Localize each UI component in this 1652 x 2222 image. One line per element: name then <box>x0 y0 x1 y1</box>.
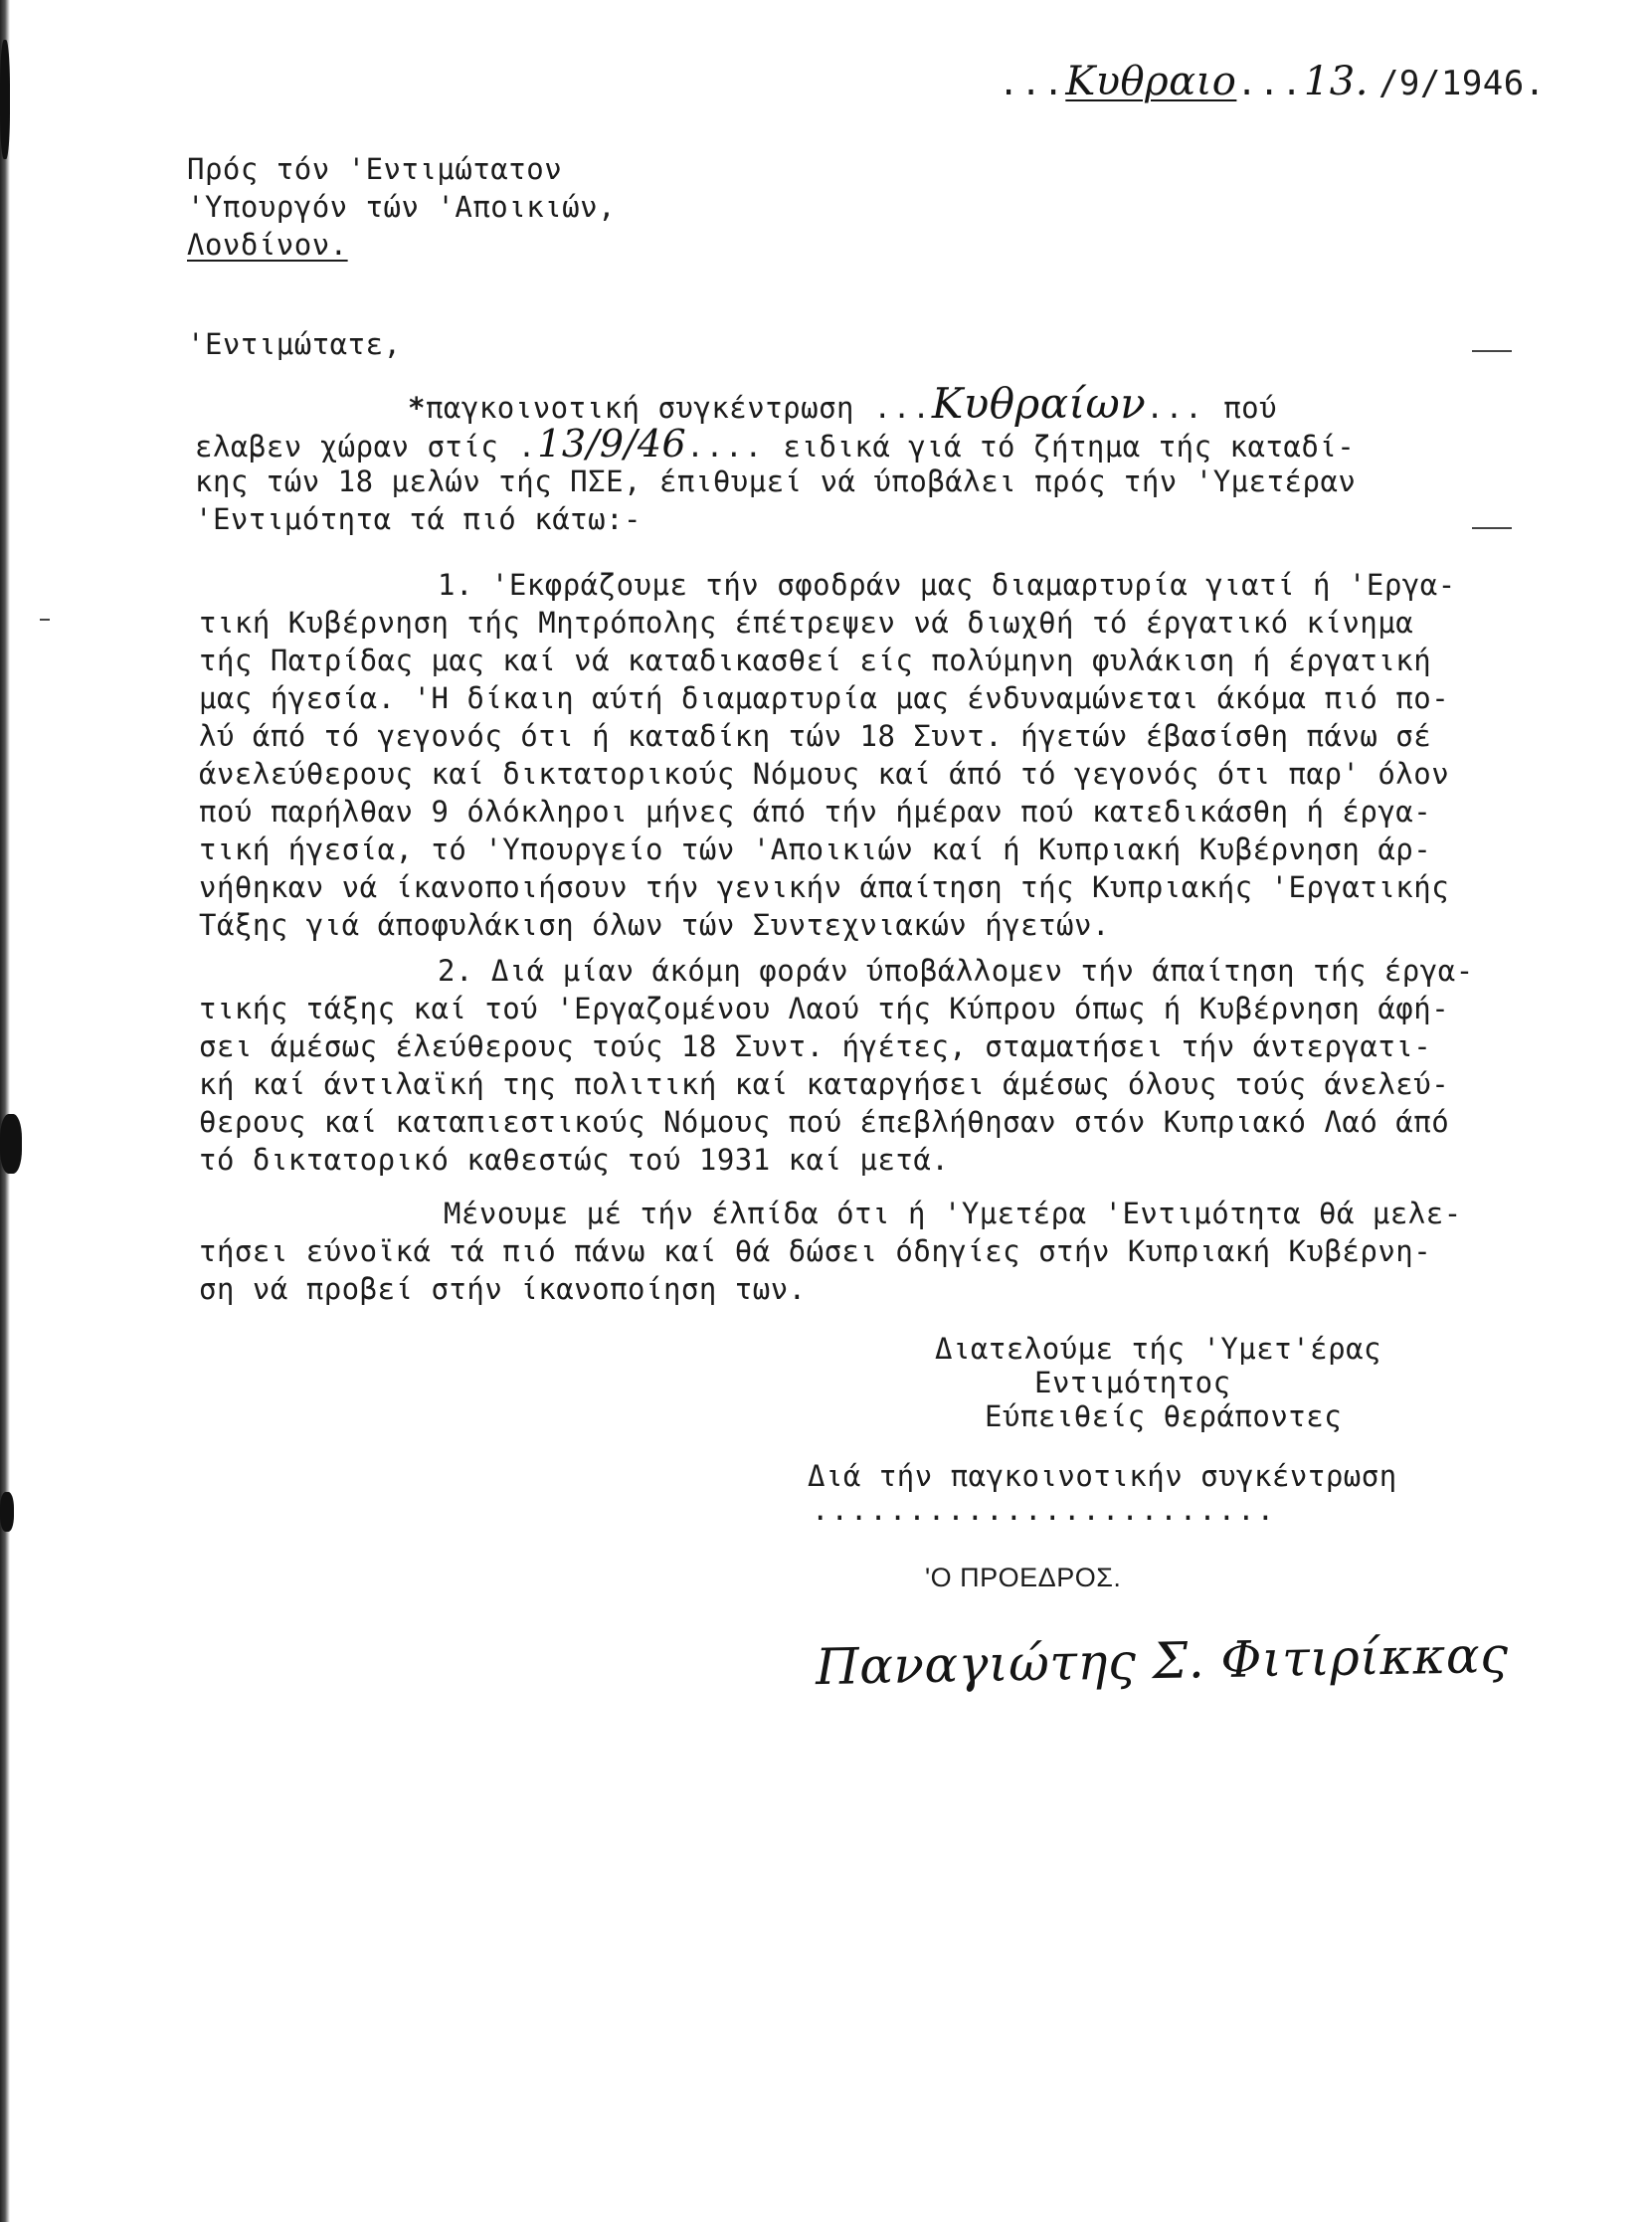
margin-mark <box>1472 350 1512 352</box>
closing-dots: ........................ <box>812 1493 1277 1527</box>
recipient-line-1: Πρός τόν 'Εντιμώτατον <box>187 152 563 186</box>
scan-blot <box>0 1492 14 1532</box>
date-place: Κυθραιο <box>1065 59 1237 104</box>
date-day: 13. <box>1303 59 1369 104</box>
para2-line: θερους καί καταπιεστικούς Νόμους πού έπεβλήθησαν στόν Κυπριακό Λαό άπό <box>199 1105 1450 1139</box>
closing-line-1: Διατελούμε τής 'Υμετ'έρας <box>935 1332 1381 1366</box>
para2-line: τικής τάξης καί τού 'Εργαζομένου Λαού τής Κύπρου όπως ή Κυβέρνηση άφή- <box>199 992 1450 1025</box>
closing-line-2: Εντιμότητος <box>1034 1366 1231 1399</box>
margin-mark <box>1472 527 1512 529</box>
para3-line: ση νά προβεί στήν ίκανοποίηση των. <box>199 1272 807 1306</box>
intro-handwritten-date: 13/9/46 <box>537 422 687 465</box>
para1-line: 1. 'Εκφράζουμε τήν σφοδράν μας διαμαρτυρία γιατί ή 'Εργα- <box>438 568 1456 602</box>
closing-organisation: Διά τήν παγκοινοτικήν συγκέντρωση <box>808 1459 1397 1493</box>
intro-line-2: ελαβεν χώραν στίς .13/9/46.... ειδικά γιά τό ζήτημα τής καταδί- <box>195 422 1356 465</box>
para2-line: σει άμέσως έλεύθερους τούς 18 Συντ. ήγέτες, σταματήσει τήν άντεργατι- <box>199 1029 1432 1063</box>
recipient-line-2: 'Υπουργόν τών 'Αποικιών, <box>187 190 617 224</box>
para1-line: πού παρήλθαν 9 όλόκληροι μήνες άπό τήν ήμέραν πού κατεδικάσθη ή έργα- <box>199 795 1432 829</box>
recipient-city: Λονδίνον. <box>187 228 348 262</box>
para1-line: άνελεύθερους καί δικτατορικούς Νόμους καί άπό τό γεγονός ότι παρ' όλον <box>199 757 1450 791</box>
intro-text-2b: ειδικά γιά τό ζήτημα τής καταδί- <box>783 430 1356 463</box>
para3-line: Μένουμε μέ τήν έλπίδα ότι ή 'Υμετέρα 'Εντιμότητα θά μελε- <box>444 1197 1462 1230</box>
intro-line-4: 'Εντιμότητα τά πιό κάτω:- <box>195 502 642 536</box>
signature: Παναγιώτης Σ. Φιτιρίκκας <box>815 1625 1510 1697</box>
intro-text-1a: παγκοινοτική συγκέντρωση <box>425 391 854 425</box>
para2-line: τό δικτατορικό καθεστώς τού 1931 καί μετά. <box>199 1143 950 1177</box>
scan-edge <box>0 0 10 2222</box>
president-title: 'Ο ΠΡΟΕΔΡΟΣ. <box>925 1563 1122 1592</box>
para3-line: τήσει εύνοϊκά τά πιό πάνω καί θά δώσει όδηγίες στήν Κυπριακή Κυβέρνη- <box>199 1234 1432 1268</box>
para1-line: τική Κυβέρνηση τής Μητρόπολης έπέτρεψεν νά διωχθή τό έργατικό κίνημα <box>199 606 1414 640</box>
margin-mark <box>40 619 50 621</box>
intro-handwritten-place: Κυθραίων <box>931 379 1147 428</box>
para1-line: τής Πατρίδας μας καί νά καταδικασθεί είς πολύμηνη φυλάκιση ή έργατική <box>199 644 1432 677</box>
intro-text-2a: ελαβεν χώραν στίς <box>195 430 499 463</box>
para1-line: λύ άπό τό γεγονός ότι ή καταδίκη τών 18 Συντ. ήγετών έβασίσθη πάνω σέ <box>199 719 1432 753</box>
intro-text-1b: πού <box>1223 391 1278 425</box>
para1-line: μας ήγεσία. 'Η δίκαιη αύτή διαμαρτυρία μας ένδυναμώνεται άκόμα πιό πο- <box>199 681 1450 715</box>
scan-blot <box>0 1114 22 1174</box>
para1-line: νήθηκαν νά ίκανοποιήσουν τήν γενικήν άπαίτηση τής Κυπριακής 'Εργατικής <box>199 870 1450 904</box>
intro-line-1: *παγκοινοτική συγκέντρωση ...Κυθραίων... πού <box>408 379 1278 428</box>
para2-line: κή καί άντιλαϊκή της πολιτική καί καταργήσει άμέσως όλους τούς άνελεύ- <box>199 1067 1450 1101</box>
closing-line-3: Εύπειθείς θεράποντες <box>985 1399 1343 1433</box>
salutation: 'Εντιμώτατε, <box>187 327 402 361</box>
para1-line: τική ήγεσία, τό 'Υπουργείο τών 'Αποικιών καί ή Κυπριακή Κυβέρνηση άρ- <box>199 833 1432 866</box>
para2-line: 2. Διά μίαν άκόμη φοράν ύποβάλλομεν τήν άπαίτηση τής έργα- <box>438 954 1474 988</box>
scan-blot <box>0 40 10 159</box>
date-month-year: /9/1946. <box>1377 64 1546 103</box>
date-line: ...Κυθραιο...13. /9/1946. <box>998 59 1546 104</box>
para1-line: Τάξης γιά άποφυλάκιση όλων τών Συντεχνιακών ήγετών. <box>199 908 1110 942</box>
intro-line-3: κης τών 18 μελών τής ΠΣΕ, έπιθυμεί νά ύποβάλει πρός τήν 'Υμετέραν <box>195 464 1357 498</box>
